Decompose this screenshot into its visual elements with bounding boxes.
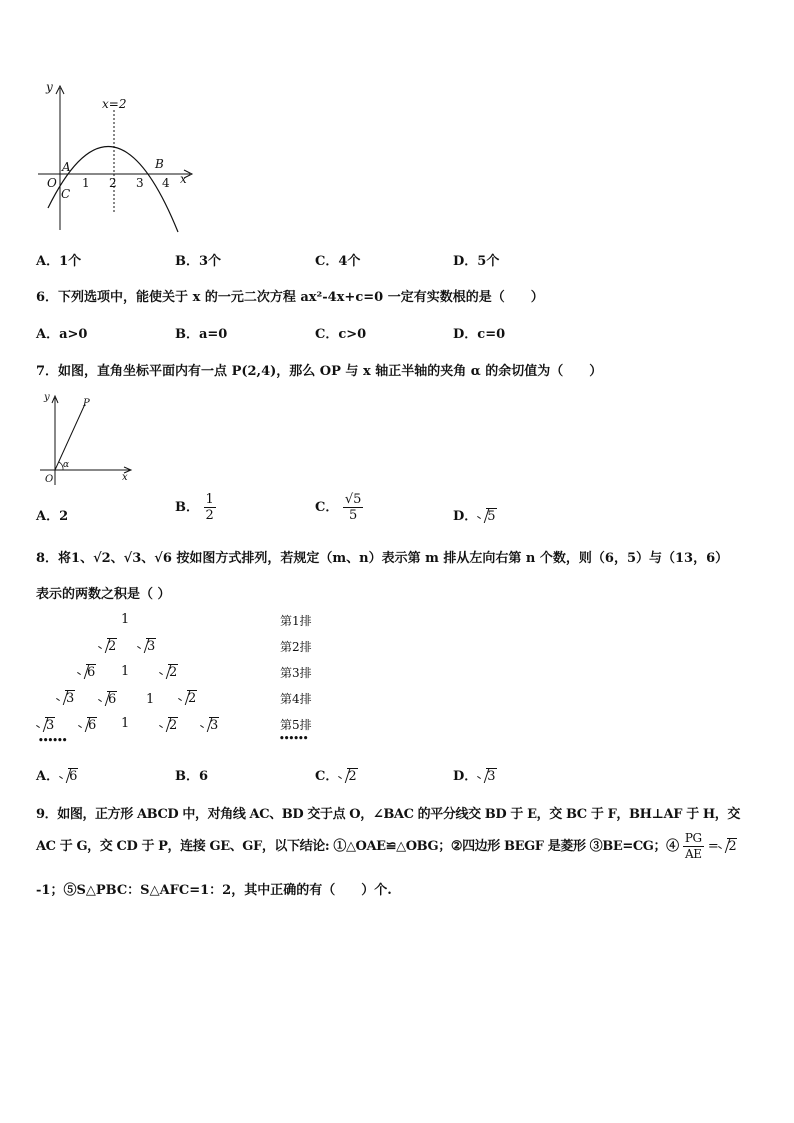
tri-dots: ••••••	[38, 736, 67, 746]
fig5-tick-4: 4	[162, 176, 170, 190]
tri-r5-3: 1	[121, 716, 130, 731]
fig5-C-label: C	[61, 187, 71, 201]
fig7-O-label: O	[45, 474, 54, 485]
q8-option-c: C． 2	[315, 769, 357, 784]
tri-r1-1: 1	[121, 612, 130, 627]
fig7-x-label: x	[122, 472, 128, 483]
tri-r3-3: 2	[159, 665, 178, 680]
row-label-2: 第2排	[280, 640, 312, 654]
q8-option-a: A． 6	[36, 769, 78, 784]
q5-option-d: D．5个	[453, 254, 500, 269]
tri-r2-1: 2	[98, 639, 117, 654]
q6-option-a: A．a>0	[36, 327, 88, 342]
q8-text-line1: 8．将1、√2、√3、√6 按如图方式排列，若规定（m、n）表示第 m 排从左向右第 n 个数，则（6，5）与（13，6）	[36, 551, 729, 566]
tri-r4-4: 2	[178, 691, 197, 706]
q8-option-d: D． 3	[453, 769, 496, 784]
q8-option-b: B．6	[175, 769, 209, 784]
q7-text: 7．如图，直角坐标平面内有一点 P(2,4)，那么 OP 与 x 轴正半轴的夹角 α 的余切值为（ ）	[36, 364, 603, 379]
tri-r4-3: 1	[146, 692, 155, 707]
fig5-tick-2: 2	[109, 176, 117, 190]
q9-text-line1: 9．如图，正方形 ABCD 中，对角线 AC、BD 交于点 O，∠BAC 的平分线交 BD 于 E，交 BC 于 F，BH⊥AF 于 H，交	[36, 807, 740, 822]
tri-r5-1: 3	[36, 718, 55, 733]
q8-text-line2: 表示的两数之积是（ ）	[36, 587, 171, 602]
q7-option-d: D． 5	[453, 509, 496, 524]
q6-option-b: B．a=0	[175, 327, 228, 342]
tri-r5-2: 6	[78, 718, 97, 733]
tri-r4-1: 3	[56, 691, 75, 706]
tri-r5-5: 3	[200, 718, 219, 733]
tri-r4-2: 6	[98, 692, 117, 707]
fig7-P-label: P	[83, 398, 90, 409]
row-label-1: 第1排	[280, 614, 312, 628]
fig5-tick-3: 3	[136, 176, 144, 190]
row-dots: ••••••	[279, 734, 308, 744]
q7-option-b: B． $\frac{1}{2}$	[175, 492, 214, 523]
q6-option-c: C．c>0	[315, 327, 367, 342]
fig5-y-label: y	[46, 80, 53, 94]
q9-text-line3: -1；⑤S△PBC：S△AFC=1：2，其中正确的有（ ）个.	[36, 883, 392, 898]
fig7-y-label: y	[44, 392, 50, 403]
fig5-tick-1: 1	[82, 176, 90, 190]
fig5-x-label: x	[180, 172, 187, 186]
q5-option-a: A．1个	[36, 254, 82, 269]
tri-r2-2: 3	[137, 639, 156, 654]
q6-text: 6．下列选项中，能使关于 x 的一元二次方程 ax²-4x+c=0 一定有实数根的是（ ）	[36, 290, 544, 305]
fig7-alpha-label: α	[63, 460, 70, 470]
row-label-3: 第3排	[280, 666, 312, 680]
fig5-line-label: x=2	[102, 97, 127, 111]
q5-option-b: B．3个	[175, 254, 222, 269]
tri-r3-2: 1	[121, 664, 130, 679]
row-label-4: 第4排	[280, 692, 312, 706]
tri-r3-1: 6	[77, 665, 96, 680]
fig5-O-label: O	[47, 176, 57, 190]
fig5-B-label: B	[155, 157, 164, 171]
q7-option-a: A．2	[36, 509, 69, 524]
q6-option-d: D．c=0	[453, 327, 506, 342]
fig5-A-label: A	[62, 160, 71, 174]
q5-option-c: C．4个	[315, 254, 361, 269]
row-label-5: 第5排	[280, 718, 312, 732]
q7-option-c: C． $\frac{√5}{5}$	[315, 492, 362, 523]
tri-r5-4: 2	[159, 718, 178, 733]
q9-text-line2: AC 于 G，交 CD 于 P，连接 GE、GF，以下结论: ①△OAE≌△OBG；②四边形 BEGF 是菱形 ③BE=CG；④ $\frac{PG}{AE}$ = 2	[36, 831, 737, 861]
